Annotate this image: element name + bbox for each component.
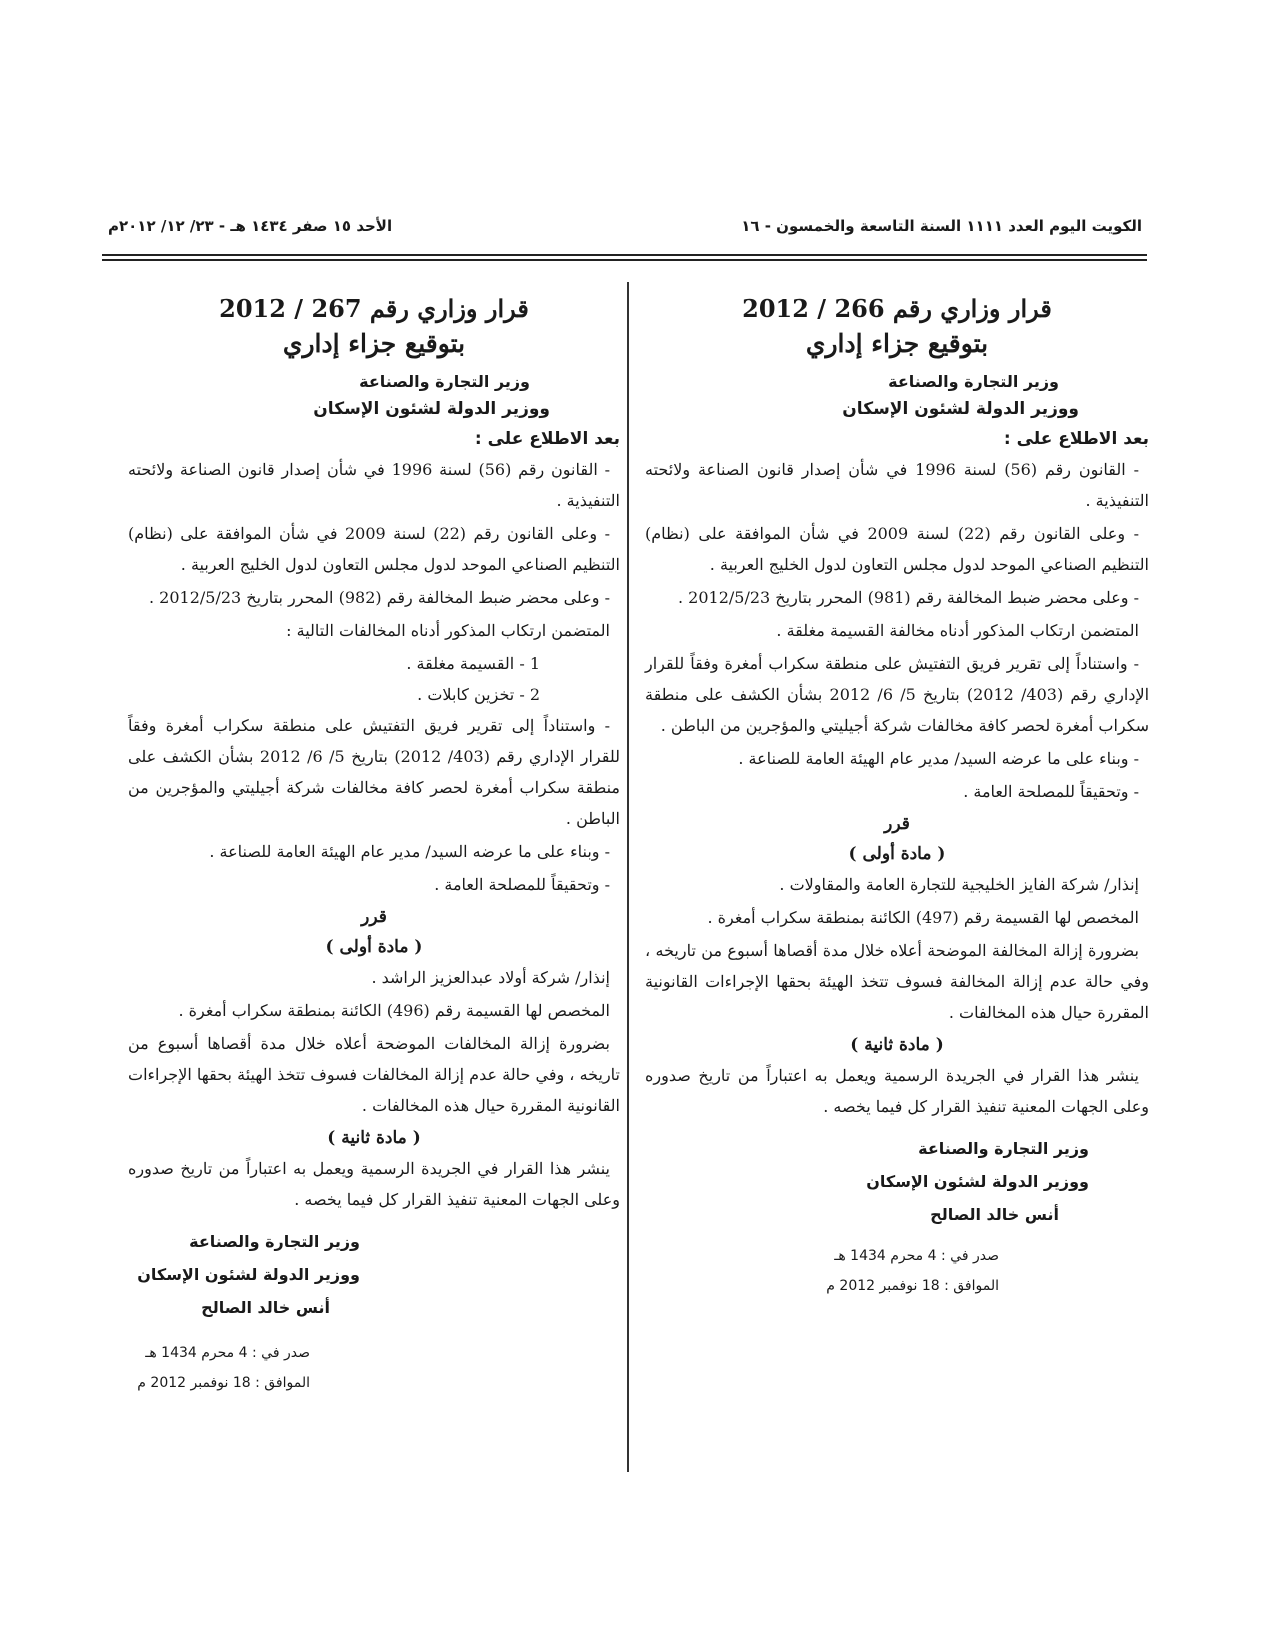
preamble-paragraph: المتضمن ارتكاب المذكور أدناه المخالفات التالية : bbox=[286, 621, 610, 640]
preamble-paragraph: - وعلى محضر ضبط المخالفة رقم (981) المحرر بتاريخ 2012/5/23 . bbox=[677, 588, 1139, 607]
header-rule bbox=[102, 254, 1147, 261]
preamble-paragraph: - القانون رقم (56) لسنة 1996 في شأن إصدار قانون الصناعة ولائحته التنفيذية . bbox=[645, 460, 1149, 510]
decision-subtitle: بتوقيع جزاء إداري bbox=[282, 329, 466, 358]
preamble-heading: بعد الاطلاع على : bbox=[474, 429, 620, 449]
signature-block bbox=[128, 1225, 620, 1324]
preamble-paragraph: - القانون رقم (56) لسنة 1996 في شأن إصدار قانون الصناعة ولائحته التنفيذية . bbox=[128, 460, 620, 510]
decision-267-column bbox=[128, 292, 620, 1398]
decision-title: قرار وزاري رقم 266 / 2012 bbox=[742, 294, 1052, 323]
article-2-heading: ( مادة ثانية ) bbox=[327, 1128, 421, 1148]
issue-date-gregorian: الموافق : 18 نوفمبر 2012 م bbox=[137, 1375, 310, 1391]
signature-block bbox=[645, 1132, 1149, 1231]
decision-subtitle: بتوقيع جزاء إداري bbox=[805, 329, 989, 358]
preamble-heading: بعد الاطلاع على : bbox=[1003, 429, 1149, 449]
issuer-line-2: ووزير الدولة لشئون الإسكان bbox=[842, 399, 1079, 419]
preamble-paragraph: المتضمن ارتكاب المذكور أدناه مخالفة القسيمة مغلقة . bbox=[776, 621, 1139, 640]
article-paragraph: ينشر هذا القرار في الجريدة الرسمية ويعمل به اعتباراً من تاريخ صدوره وعلى الجهات المعنية تنفيذ القرار كل فيما يخصه . bbox=[128, 1159, 620, 1209]
running-header-left: الأحد ١٥ صفر ١٤٣٤ هـ - ٢٣/ ١٢/ ٢٠١٢م bbox=[108, 217, 393, 235]
preamble-paragraph: - وعلى القانون رقم (22) لسنة 2009 في شأن الموافقة على (نظام) التنظيم الصناعي الموحد لدول مجلس التعاون لدول الخليج العربية . bbox=[645, 524, 1149, 574]
issue-date-block bbox=[128, 1338, 620, 1398]
issue-date-hijri: صدر في : 4 محرم 1434 هـ bbox=[834, 1248, 999, 1264]
preamble-paragraph: - وعلى القانون رقم (22) لسنة 2009 في شأن الموافقة على (نظام) التنظيم الصناعي الموحد لدول مجلس التعاون لدول الخليج العربية . bbox=[128, 524, 620, 574]
issue-date-gregorian: الموافق : 18 نوفمبر 2012 م bbox=[826, 1278, 999, 1294]
decision-title: قرار وزاري رقم 267 / 2012 bbox=[219, 294, 529, 323]
article-paragraph: بضرورة إزالة المخالفات الموضحة أعلاه خلال مدة أقصاها أسبوع من تاريخه ، وفي حالة عدم إزالة المخالفات فسوف تتخذ الهيئة بحقها الإجراءات القانونية المقررة حيال هذه المخالفات . bbox=[128, 1034, 620, 1115]
article-2-heading: ( مادة ثانية ) bbox=[850, 1035, 944, 1055]
issue-date-hijri: صدر في : 4 محرم 1434 هـ bbox=[145, 1345, 310, 1361]
issue-date-block bbox=[645, 1241, 1149, 1301]
preamble-paragraph: - واستناداً إلى تقرير فريق التفتيش على منطقة سكراب أمغرة وفقاً للقرار الإداري رقم (403/ 2012) بتاريخ 5/ 6/ 2012 بشأن الكشف على منطقة سكراب أمغرة لحصر كافة مخالفات شركة أجيليتي والمؤجرين من الباطن . bbox=[645, 654, 1150, 735]
preamble-paragraph: - وتحقيقاً للمصلحة العامة . bbox=[434, 875, 610, 894]
signature-title-2: ووزير الدولة لشئون الإسكان bbox=[866, 1172, 1089, 1191]
article-1-heading: ( مادة أولى ) bbox=[325, 937, 423, 957]
decided-heading: قرر bbox=[884, 814, 910, 834]
article-paragraph: ينشر هذا القرار في الجريدة الرسمية ويعمل به اعتباراً من تاريخ صدوره وعلى الجهات المعنية تنفيذ القرار كل فيما يخصه . bbox=[645, 1066, 1149, 1116]
preamble-paragraph: - وتحقيقاً للمصلحة العامة . bbox=[963, 782, 1139, 801]
signature-title-1: وزير التجارة والصناعة bbox=[918, 1139, 1089, 1158]
article-1-heading: ( مادة أولى ) bbox=[848, 844, 946, 864]
preamble-paragraph: - واستناداً إلى تقرير فريق التفتيش على منطقة سكراب أمغرة وفقاً للقرار الإداري رقم (403/ 2012) بتاريخ 5/ 6/ 2012 بشأن الكشف على منطقة سكراب أمغرة لحصر كافة مخالفات شركة أجيليتي والمؤجرين من الباطن . bbox=[128, 716, 621, 828]
decided-heading: قرر bbox=[361, 907, 387, 927]
signature-name: أنس خالد الصالح bbox=[201, 1298, 330, 1317]
preamble-paragraph: - وبناء على ما عرضه السيد/ مدير عام الهيئة العامة للصناعة . bbox=[209, 842, 610, 861]
issuer-line-1: وزير التجارة والصناعة bbox=[359, 372, 530, 391]
article-paragraph: إنذار/ شركة أولاد عبدالعزيز الراشد . bbox=[371, 968, 610, 987]
preamble-paragraph: - وعلى محضر ضبط المخالفة رقم (982) المحرر بتاريخ 2012/5/23 . bbox=[148, 588, 610, 607]
column-divider bbox=[627, 282, 629, 1472]
article-paragraph: بضرورة إزالة المخالفة الموضحة أعلاه خلال مدة أقصاها أسبوع من تاريخه ، وفي حالة عدم إزالة المخالفة فسوف تتخذ الهيئة بحقها الإجراءات القانونية المقررة حيال هذه المخالفات . bbox=[645, 941, 1149, 1022]
running-header-right: الكويت اليوم العدد ١١١١ السنة التاسعة والخمسون - ١٦ bbox=[741, 217, 1142, 235]
violation-item: 2 - تخزين كابلات . bbox=[417, 685, 540, 704]
signature-title-2: ووزير الدولة لشئون الإسكان bbox=[137, 1265, 360, 1284]
signature-title-1: وزير التجارة والصناعة bbox=[189, 1232, 360, 1251]
article-paragraph: المخصص لها القسيمة رقم (497) الكائنة بمنطقة سكراب أمغرة . bbox=[707, 908, 1139, 927]
article-paragraph: المخصص لها القسيمة رقم (496) الكائنة بمنطقة سكراب أمغرة . bbox=[178, 1001, 610, 1020]
preamble-paragraph: - وبناء على ما عرضه السيد/ مدير عام الهيئة العامة للصناعة . bbox=[738, 749, 1139, 768]
issuer-line-2: ووزير الدولة لشئون الإسكان bbox=[313, 399, 550, 419]
article-paragraph: إنذار/ شركة الفايز الخليجية للتجارة العامة والمقاولات . bbox=[779, 875, 1139, 894]
decision-266-column bbox=[645, 292, 1149, 1301]
violation-item: 1 - القسيمة مغلقة . bbox=[406, 654, 540, 673]
issuer-line-1: وزير التجارة والصناعة bbox=[888, 372, 1059, 391]
signature-name: أنس خالد الصالح bbox=[930, 1205, 1059, 1224]
